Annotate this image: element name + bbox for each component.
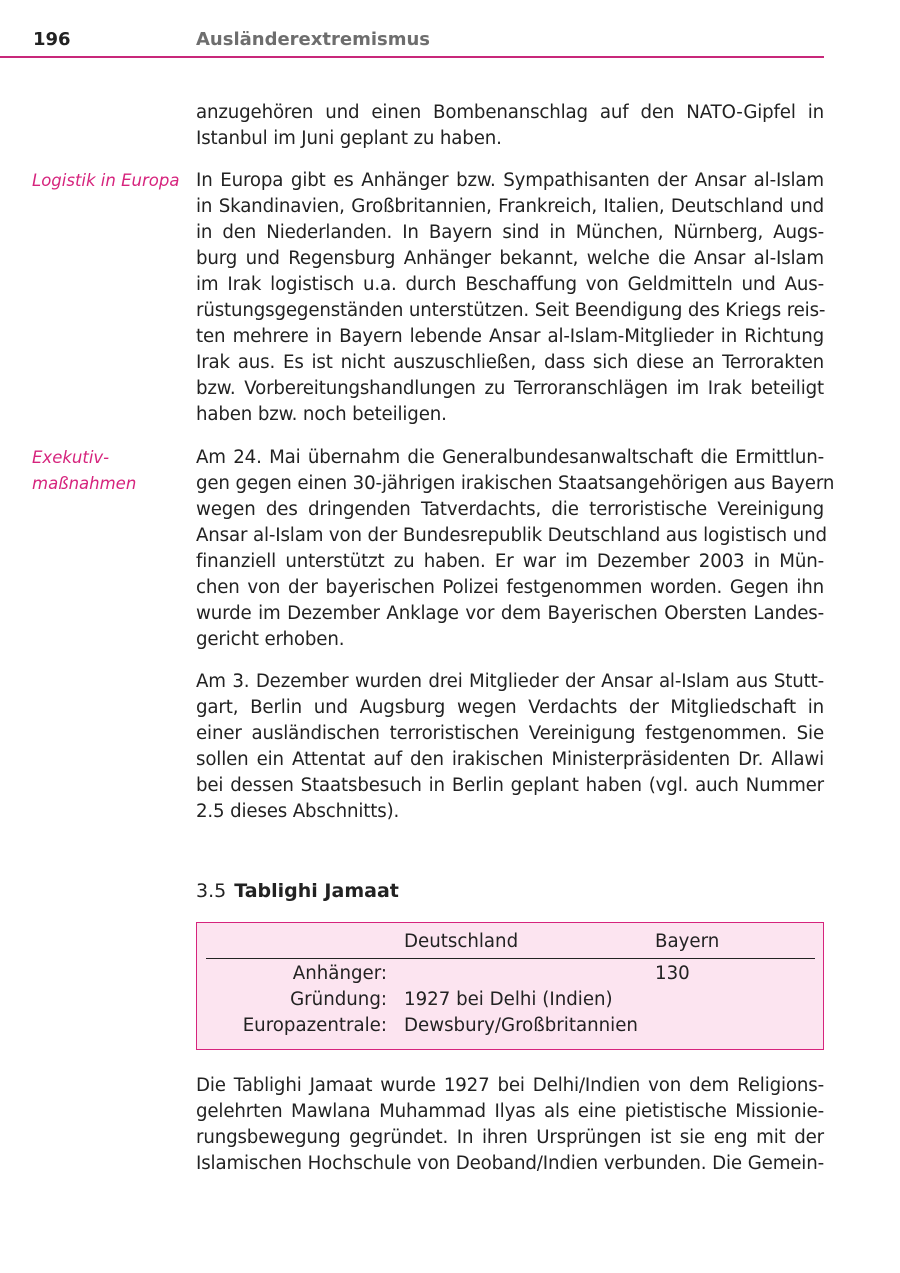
- header-rule: [0, 56, 824, 58]
- text-line: ten mehrere in Bayern lebende Ansar al-Islam-Mitglieder in Richtung: [196, 326, 824, 347]
- row-label: Europazentrale:: [242, 1015, 387, 1036]
- row-value-deutschland: 1927 bei Delhi (Indien): [404, 989, 613, 1010]
- row-label: Gründung:: [290, 989, 387, 1010]
- text-line: Istanbul im Juni geplant zu haben.: [196, 128, 502, 149]
- section-number: 3.5: [196, 880, 227, 902]
- text-line: In Europa gibt es Anhänger bzw. Sympathisanten der Ansar al-Islam: [196, 170, 824, 191]
- text-line: gart, Berlin und Augsburg wegen Verdachts der Mitgliedschaft in: [196, 697, 824, 718]
- text-line: 2.5 dieses Abschnitts).: [196, 801, 400, 822]
- chapter-title: Ausländerextremismus: [196, 29, 430, 50]
- text-line: Die Tablighi Jamaat wurde 1927 bei Delhi/Indien von dem Religions-: [196, 1075, 824, 1096]
- margin-note-exekutiv: [32, 445, 136, 497]
- text-line: anzugehören und einen Bombenanschlag auf den NATO-Gipfel in: [196, 102, 824, 123]
- margin-note-logistik: Logistik in Europa: [32, 171, 180, 190]
- section-title: Tablighi Jamaat: [234, 880, 399, 902]
- paragraph: [196, 100, 824, 152]
- text-line: in Skandinavien, Großbritannien, Frankreich, Italien, Deutschland und: [196, 196, 824, 217]
- row-label: Anhänger:: [292, 963, 387, 984]
- text-line: burg und Regensburg Anhänger bekannt, welche die Ansar al-Islam: [196, 248, 824, 269]
- text-line: rungsbewegung gegründet. In ihren Ursprüngen ist sie eng mit der: [196, 1127, 824, 1148]
- text-line: Ansar al-Islam von der Bundesrepublik Deutschland aus logistisch und: [196, 525, 827, 546]
- section-heading: [196, 880, 399, 902]
- text-line: wegen des dringenden Tatverdachts, die terroristische Vereinigung: [196, 499, 824, 520]
- column-header-deutschland: Deutschland: [404, 931, 519, 952]
- text-line: im Irak logistisch u.a. durch Beschaffung von Geldmitteln und Aus-: [196, 274, 824, 295]
- text-line: gericht erhoben.: [196, 629, 345, 650]
- row-value-deutschland: Dewsbury/Großbritannien: [404, 1015, 638, 1036]
- paragraph: [196, 168, 824, 428]
- info-box: [196, 922, 824, 1050]
- column-header-bayern: Bayern: [655, 931, 720, 952]
- paragraph: [196, 445, 835, 653]
- text-line: wurde im Dezember Anklage vor dem Bayerischen Obersten Landes-: [196, 603, 824, 624]
- paragraph: [196, 1073, 824, 1177]
- text-line: Am 3. Dezember wurden drei Mitglieder der Ansar al-Islam aus Stutt-: [196, 671, 824, 692]
- row-value-bayern: 130: [655, 963, 690, 984]
- text-line: bzw. Vorbereitungshandlungen zu Terroranschlägen im Irak beteiligt: [196, 378, 824, 399]
- text-line: Am 24. Mai übernahm die Generalbundesanwaltschaft die Ermittlun-: [196, 447, 824, 468]
- text-line: in den Niederlanden. In Bayern sind in München, Nürnberg, Augs-: [196, 222, 824, 243]
- text-line: chen von der bayerischen Polizei festgenommen worden. Gegen ihn: [196, 577, 824, 598]
- text-line: rüstungsgegenständen unterstützen. Seit Beendigung des Kriegs reis-: [196, 300, 826, 321]
- text-line: bei dessen Staatsbesuch in Berlin geplant haben (vgl. auch Nummer: [196, 775, 824, 796]
- page-number: 196: [33, 29, 71, 50]
- text-line: gen gegen einen 30-jährigen irakischen Staatsangehörigen aus Bayern: [196, 473, 835, 494]
- margin-note-line: Exekutiv-: [32, 448, 110, 467]
- text-line: Islamischen Hochschule von Deoband/Indien verbunden. Die Gemein-: [196, 1153, 824, 1174]
- margin-note-line: maßnahmen: [32, 474, 137, 493]
- text-line: sollen ein Attentat auf den irakischen Ministerpräsidenten Dr. Allawi: [196, 749, 824, 770]
- table-rule: [206, 958, 815, 959]
- paragraph: [196, 669, 824, 825]
- text-line: Irak aus. Es ist nicht auszuschließen, dass sich diese an Terrorakten: [196, 352, 824, 373]
- text-line: einer ausländischen terroristischen Vereinigung festgenommen. Sie: [196, 723, 824, 744]
- text-line: finanziell unterstützt zu haben. Er war im Dezember 2003 in Mün-: [196, 551, 824, 572]
- text-line: haben bzw. noch beteiligen.: [196, 404, 447, 425]
- text-line: gelehrten Mawlana Muhammad Ilyas als eine pietistische Missionie-: [196, 1101, 824, 1122]
